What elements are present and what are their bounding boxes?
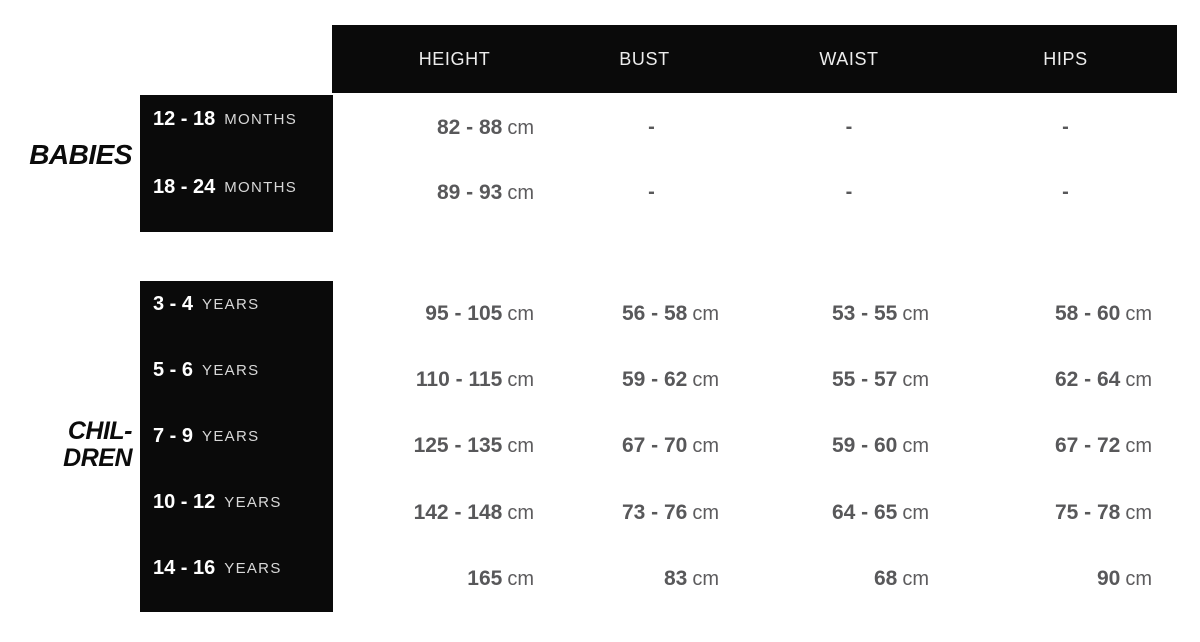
age-unit: YEARS: [202, 295, 260, 313]
cell-hips: [954, 567, 1177, 591]
no-data-dash: -: [845, 181, 853, 203]
group-label-line: CHIL-: [67, 417, 132, 445]
cell-waist: [744, 434, 954, 458]
measurement-unit: cm: [692, 567, 719, 590]
measurement-value: 125 - 135: [413, 434, 503, 458]
measurement-unit: cm: [1125, 303, 1152, 326]
measurement-unit: cm: [692, 435, 719, 458]
measurement-value: 142 - 148: [413, 500, 503, 524]
no-data-dash: -: [648, 116, 655, 138]
age-unit: MONTHS: [224, 110, 298, 128]
measurement-value: 67 - 72: [1054, 434, 1121, 458]
cell-hips: [954, 116, 1177, 139]
cell-waist: [744, 501, 954, 525]
cell-height: [332, 302, 559, 326]
measurement-value: 89 - 93: [436, 180, 503, 204]
measurement-value: 58 - 60: [1054, 302, 1121, 326]
column-header-waist: WAIST: [819, 48, 879, 69]
cell-hips: [954, 302, 1177, 326]
measurement-unit: cm: [902, 567, 929, 590]
column-header-hips: HIPS: [1043, 48, 1088, 69]
measurement-value: 59 - 60: [831, 434, 898, 458]
cell-bust: [559, 567, 744, 591]
age-unit: YEARS: [224, 494, 282, 512]
table-header: [332, 25, 1177, 93]
age-unit: MONTHS: [224, 179, 298, 197]
measurement-value: 53 - 55: [831, 302, 898, 326]
measurement-unit: cm: [902, 303, 929, 326]
age-range: 10 - 12: [153, 491, 216, 514]
measurement-unit: cm: [507, 501, 534, 524]
children-measurements: [332, 281, 1177, 612]
age-range-cell: [140, 536, 333, 602]
age-range: 5 - 6: [153, 358, 194, 381]
cell-waist: [744, 116, 954, 139]
measurement-unit: cm: [507, 369, 534, 392]
cell-bust: [559, 302, 744, 326]
measurement-unit: cm: [692, 501, 719, 524]
measurement-value: 55 - 57: [831, 368, 898, 392]
group-label-line: DREN: [63, 444, 132, 472]
age-range-cell: [140, 85, 333, 154]
cell-height: [332, 567, 559, 591]
no-data-dash: -: [1062, 116, 1069, 138]
cell-waist: [744, 368, 954, 392]
measurement-unit: cm: [902, 369, 929, 392]
no-data-dash: -: [648, 181, 655, 203]
measurement-value: 62 - 64: [1054, 368, 1121, 392]
measurement-value: 59 - 62: [621, 368, 688, 392]
cell-hips: [954, 368, 1177, 392]
measurement-value: 56 - 58: [621, 302, 688, 326]
group-label-children: [0, 418, 132, 472]
cell-hips: [954, 181, 1177, 204]
age-range-cell: [140, 154, 333, 223]
cell-waist: [744, 181, 954, 204]
measurement-value: 110 - 115: [415, 368, 503, 392]
measurement-unit: cm: [1125, 501, 1152, 524]
cell-bust: [559, 368, 744, 392]
age-range: 12 - 18: [153, 107, 216, 130]
age-range: 14 - 16: [153, 557, 216, 580]
no-data-dash: -: [1062, 181, 1069, 203]
babies-age-box: [140, 95, 333, 232]
group-label-line: BABIES: [29, 139, 132, 170]
measurement-value: 75 - 78: [1054, 500, 1121, 524]
measurement-value: 67 - 70: [621, 434, 688, 458]
measurement-unit: cm: [902, 501, 929, 524]
children-age-box: [140, 281, 333, 612]
babies-measurements: [332, 95, 1177, 225]
age-unit: YEARS: [202, 361, 260, 379]
measurement-value: 165: [467, 566, 503, 590]
measurement-unit: cm: [1125, 369, 1152, 392]
cell-height: [332, 116, 559, 140]
measurement-unit: cm: [692, 303, 719, 326]
age-range-cell: [140, 403, 333, 469]
measurement-value: 95 - 105: [425, 302, 503, 326]
cell-bust: [559, 501, 744, 525]
cell-bust: [559, 116, 744, 139]
group-label-babies: [0, 140, 132, 170]
cell-waist: [744, 302, 954, 326]
measurement-value: 64 - 65: [831, 500, 898, 524]
no-data-dash: -: [845, 116, 853, 138]
age-unit: YEARS: [202, 427, 260, 445]
cell-height: [332, 181, 559, 205]
cell-bust: [559, 434, 744, 458]
measurement-unit: cm: [507, 567, 534, 590]
cell-height: [332, 434, 559, 458]
measurement-unit: cm: [507, 303, 534, 326]
measurement-unit: cm: [507, 116, 534, 139]
cell-bust: [559, 181, 744, 204]
column-header-height: HEIGHT: [418, 48, 491, 69]
measurement-unit: cm: [507, 181, 534, 204]
measurement-value: 68: [873, 566, 898, 590]
age-range-cell: [140, 337, 333, 403]
cell-hips: [954, 434, 1177, 458]
age-range: 3 - 4: [153, 292, 194, 315]
age-unit: YEARS: [224, 560, 282, 578]
measurement-value: 90: [1096, 566, 1121, 590]
measurement-unit: cm: [902, 435, 929, 458]
column-header-bust: BUST: [619, 48, 670, 69]
measurement-unit: cm: [1125, 435, 1152, 458]
measurement-unit: cm: [507, 435, 534, 458]
measurement-unit: cm: [692, 369, 719, 392]
measurement-value: 82 - 88: [436, 115, 503, 139]
age-range: 18 - 24: [153, 176, 216, 199]
age-range: 7 - 9: [153, 424, 194, 447]
age-range-cell: [140, 470, 333, 536]
age-range-cell: [140, 271, 333, 337]
cell-height: [332, 501, 559, 525]
measurement-unit: cm: [1125, 567, 1152, 590]
measurement-value: 73 - 76: [621, 500, 688, 524]
cell-height: [332, 368, 559, 392]
measurement-value: 83: [663, 566, 688, 590]
cell-hips: [954, 501, 1177, 525]
cell-waist: [744, 567, 954, 591]
